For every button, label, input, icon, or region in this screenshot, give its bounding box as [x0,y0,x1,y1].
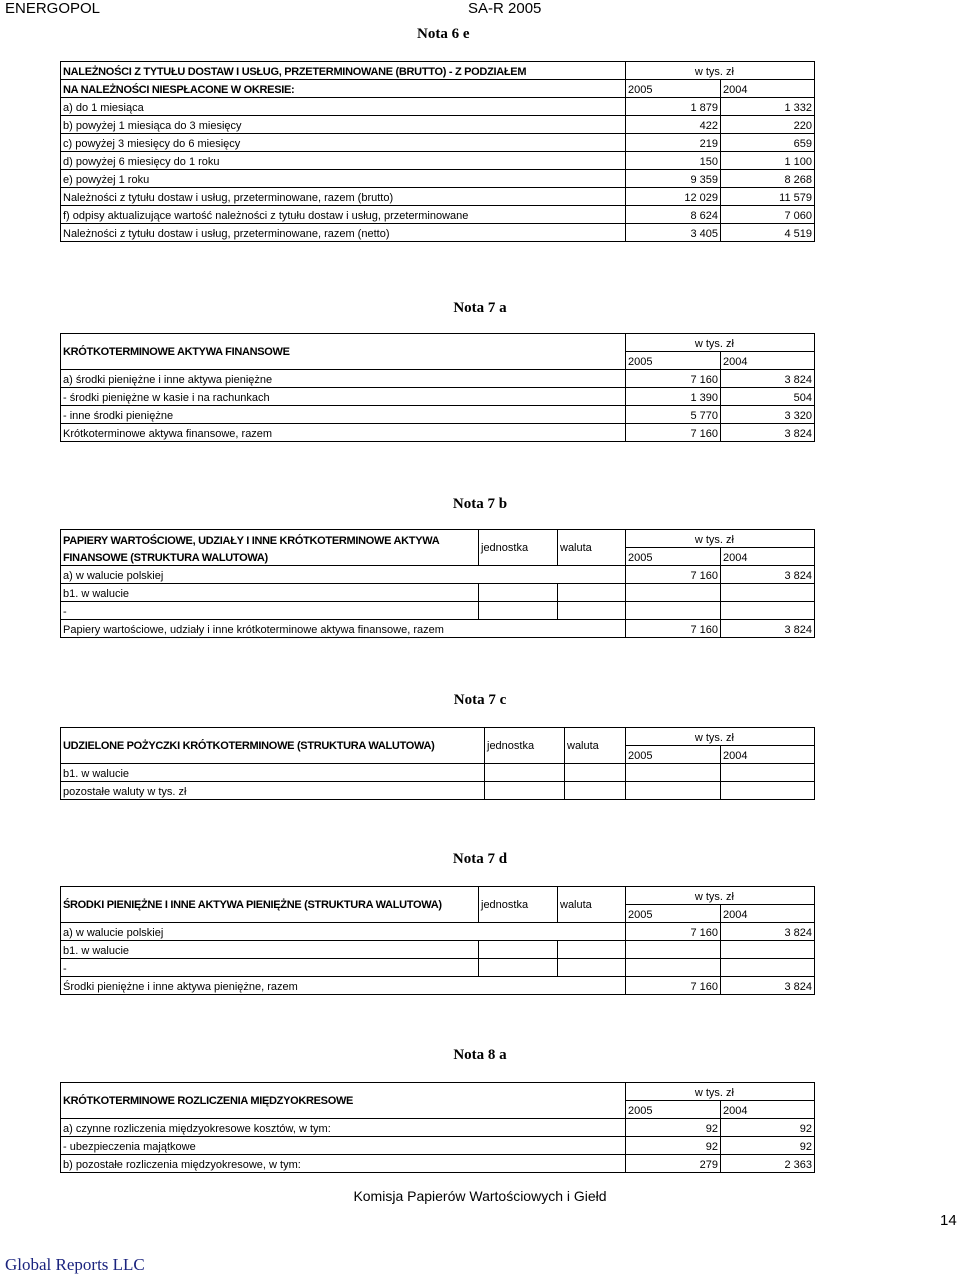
value-2004: 2 363 [721,1155,815,1173]
value-2005: 7 160 [626,370,721,388]
row-label: Krótkoterminowe aktywa finansowe, razem [61,424,626,442]
nota-7d-title: Nota 7 d [452,851,508,867]
year-2005: 2005 [626,352,721,370]
value-2004: 3 824 [721,370,815,388]
row-label: a) w walucie polskiej [61,923,626,941]
value-2005: 219 [626,134,721,152]
value-2005: 92 [626,1137,721,1155]
nota-7d-heading: ŚRODKI PIENIĘŻNE I INNE AKTYWA PIENIĘŻNE (STRUKTURA WALUTOWA) [61,887,479,923]
value-2004: 3 320 [721,406,815,424]
value-2005: 92 [626,1119,721,1137]
table-row [61,1137,815,1155]
table-row [61,764,815,782]
unit-label: w tys. zł [626,1083,815,1101]
value-2004: 8 268 [721,170,815,188]
row-label: a) w walucie polskiej [61,566,626,584]
year-2005: 2005 [626,548,721,566]
value-2004: 3 824 [721,424,815,442]
table-row [61,80,815,98]
row-label: - [61,959,479,977]
table-row [61,620,815,638]
col-waluta: waluta [558,887,626,923]
value-2004: 220 [721,116,815,134]
table-row [61,62,815,80]
row-label: Papiery wartościowe, udziały i inne krótkoterminowe aktywa finansowe, razem [61,620,626,638]
table-row [61,728,815,746]
col-jednostka: jednostka [485,728,565,764]
nota-6e-heading-2: NA NALEŻNOŚCI NIESPŁACONE W OKRESIE: [61,80,626,98]
value-2005: 7 160 [626,923,721,941]
brand-footer: Global Reports LLC [5,1255,145,1274]
report-name: SA-R 2005 [468,0,542,17]
row-label: pozostałe waluty w tys. zł [61,782,485,800]
company-name: ENERGOPOL [5,0,101,17]
row-label: b1. w walucie [61,764,485,782]
table-row [61,941,815,959]
row-label: - środki pieniężne w kasie i na rachunkach [61,388,626,406]
row-label: - [61,602,479,620]
table-row [61,959,815,977]
row-label: b) pozostałe rozliczenia międzyokresowe, w tym: [61,1155,626,1173]
nota-6e-table [60,61,815,242]
table-row [61,584,815,602]
row-label: b) powyżej 1 miesiąca do 3 miesięcy [61,116,626,134]
value-2005: 1 390 [626,388,721,406]
row-label: a) czynne rozliczenia międzyokresowe kosztów, w tym: [61,1119,626,1137]
col-waluta: waluta [565,728,626,764]
table-row [61,170,815,188]
nota-7b-heading-2: FINANSOWE (STRUKTURA WALUTOWA) [61,548,479,566]
value-2005: 150 [626,152,721,170]
nota-7c-table [60,727,815,800]
year-2005: 2005 [626,1101,721,1119]
unit-label: w tys. zł [626,62,815,80]
value-2005: 3 405 [626,224,721,242]
nota-6e-title: Nota 6 e [417,26,470,42]
row-label: - inne środki pieniężne [61,406,626,424]
col-jednostka: jednostka [479,887,558,923]
value-2004: 4 519 [721,224,815,242]
value-2005: 279 [626,1155,721,1173]
table-row [61,334,815,352]
year-2004: 2004 [721,905,815,923]
table-row [61,602,815,620]
value-2004: 92 [721,1137,815,1155]
value-2005: 7 160 [626,424,721,442]
year-2004: 2004 [721,548,815,566]
value-2004: 3 824 [721,977,815,995]
commission-footer: Komisja Papierów Wartościowych i Giełd [353,1188,607,1204]
nota-8a-table [60,1082,815,1173]
row-label: f) odpisy aktualizujące wartość należności z tytułu dostaw i usług, przeterminowane [61,206,626,224]
value-2004: 3 824 [721,923,815,941]
row-label: Należności z tytułu dostaw i usług, przeterminowane, razem (netto) [61,224,626,242]
unit-label: w tys. zł [626,887,815,905]
nota-7c-title: Nota 7 c [453,692,507,708]
year-2005: 2005 [626,746,721,764]
value-2005: 7 160 [626,566,721,584]
year-2004: 2004 [721,80,815,98]
year-2004: 2004 [721,1101,815,1119]
row-label: - ubezpieczenia majątkowe [61,1137,626,1155]
row-label: c) powyżej 3 miesięcy do 6 miesięcy [61,134,626,152]
nota-7b-title: Nota 7 b [452,496,508,512]
table-row [61,887,815,905]
page-number: 14 [940,1212,957,1229]
value-2004: 11 579 [721,188,815,206]
row-label: d) powyżej 6 miesięcy do 1 roku [61,152,626,170]
table-row [61,782,815,800]
row-label: Środki pieniężne i inne aktywa pieniężne, razem [61,977,626,995]
row-label: a) środki pieniężne i inne aktywa pieniężne [61,370,626,388]
value-2004: 1 100 [721,152,815,170]
nota-7a-heading: KRÓTKOTERMINOWE AKTYWA FINANSOWE [61,334,626,370]
nota-7a-title: Nota 7 a [453,300,507,316]
value-2005: 7 160 [626,620,721,638]
table-row [61,134,815,152]
table-row [61,1155,815,1173]
table-row [61,98,815,116]
value-2005: 1 879 [626,98,721,116]
table-row [61,370,815,388]
nota-7b-table [60,529,815,638]
value-2004: 92 [721,1119,815,1137]
table-row [61,188,815,206]
table-row [61,566,815,584]
table-row [61,1083,815,1101]
row-label: b1. w walucie [61,584,479,602]
table-row [61,206,815,224]
nota-7b-heading-1: PAPIERY WARTOŚCIOWE, UDZIAŁY I INNE KRÓTKOTERMINOWE AKTYWA [61,530,479,548]
value-2004: 3 824 [721,620,815,638]
unit-label: w tys. zł [626,530,815,548]
value-2005: 9 359 [626,170,721,188]
year-2005: 2005 [626,905,721,923]
value-2004: 1 332 [721,98,815,116]
table-row [61,388,815,406]
table-row [61,548,815,566]
table-row [61,152,815,170]
table-row [61,224,815,242]
table-row [61,116,815,134]
value-2005: 5 770 [626,406,721,424]
nota-7c-heading: UDZIELONE POŻYCZKI KRÓTKOTERMINOWE (STRUKTURA WALUTOWA) [61,728,485,764]
row-label: b1. w walucie [61,941,479,959]
nota-8a-heading: KRÓTKOTERMINOWE ROZLICZENIA MIĘDZYOKRESOWE [61,1083,626,1119]
row-label: Należności z tytułu dostaw i usług, przeterminowane, razem (brutto) [61,188,626,206]
row-label: e) powyżej 1 roku [61,170,626,188]
col-waluta: waluta [558,530,626,566]
nota-6e-heading-1: NALEŻNOŚCI Z TYTUŁU DOSTAW I USŁUG, PRZETERMINOWANE (BRUTTO) - Z PODZIAŁEM [61,62,626,80]
row-label: a) do 1 miesiąca [61,98,626,116]
value-2004: 504 [721,388,815,406]
value-2004: 7 060 [721,206,815,224]
table-row [61,406,815,424]
value-2005: 7 160 [626,977,721,995]
nota-7d-table [60,886,815,995]
unit-label: w tys. zł [626,728,815,746]
value-2005: 8 624 [626,206,721,224]
table-row [61,923,815,941]
nota-8a-title: Nota 8 a [453,1047,507,1063]
nota-7a-table [60,333,815,442]
year-2005: 2005 [626,80,721,98]
table-row [61,530,815,548]
year-2004: 2004 [721,352,815,370]
table-row [61,977,815,995]
value-2005: 422 [626,116,721,134]
unit-label: w tys. zł [626,334,815,352]
table-row [61,1119,815,1137]
year-2004: 2004 [721,746,815,764]
col-jednostka: jednostka [479,530,558,566]
value-2004: 3 824 [721,566,815,584]
value-2005: 12 029 [626,188,721,206]
value-2004: 659 [721,134,815,152]
table-row [61,424,815,442]
